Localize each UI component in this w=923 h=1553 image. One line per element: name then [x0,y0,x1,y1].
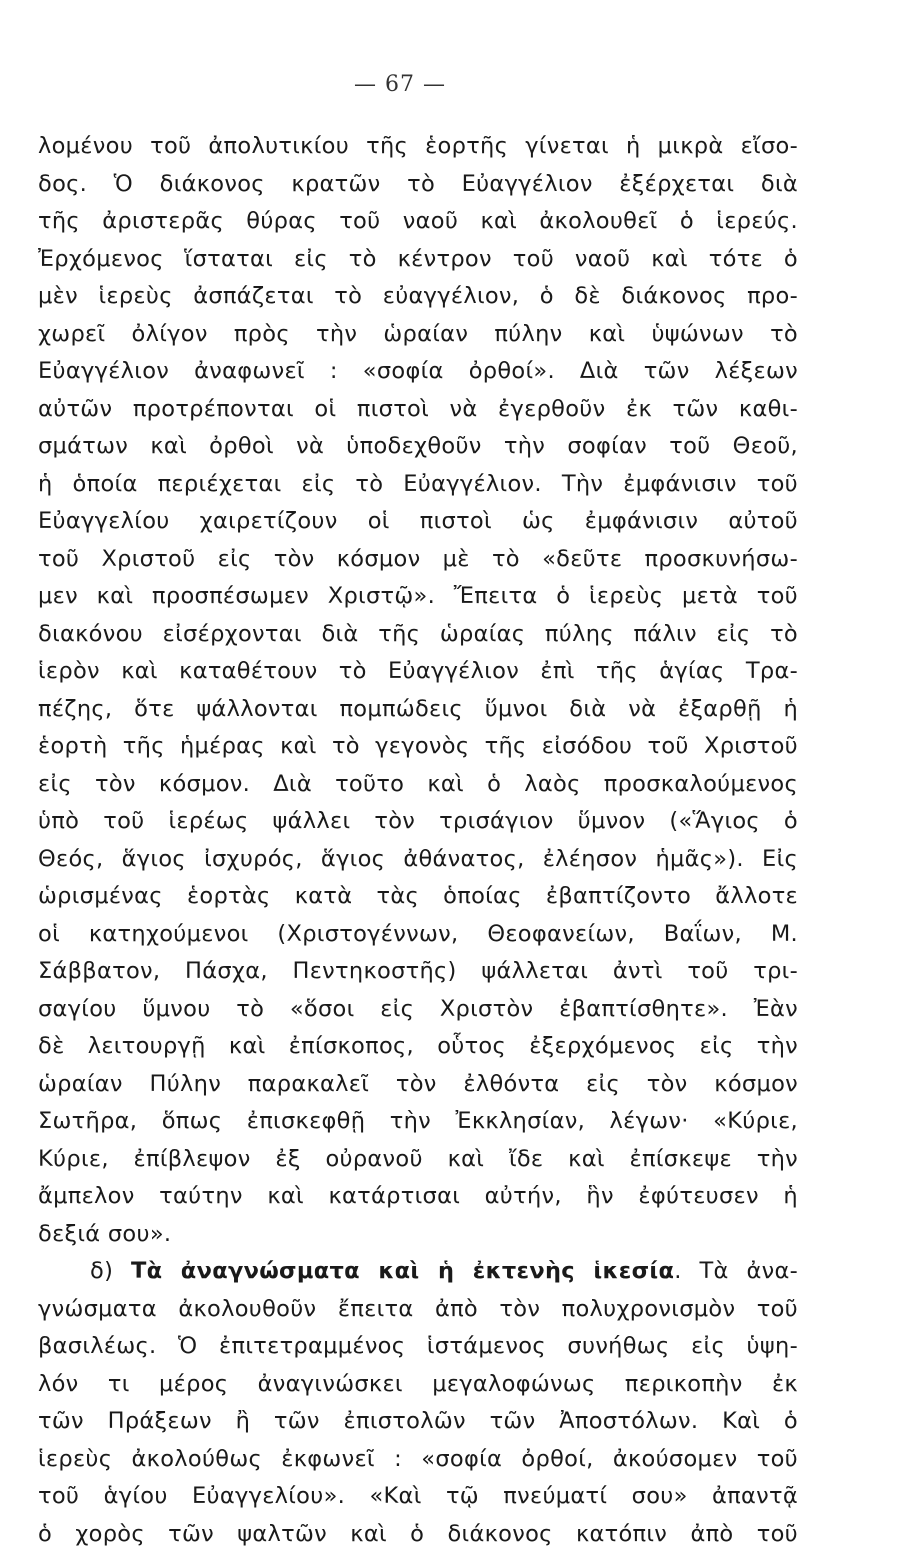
section-marker: δ) [90,1258,131,1284]
text-line: σμάτων καὶ ὀρθοὶ νὰ ὑποδεχθοῦν τὴν σοφίαν τοῦ Θεοῦ, [38,428,798,466]
text-line: ἡ ὁποία περιέχεται εἰς τὸ Εὐαγγέλιον. Τὴν ἐμφάνισιν τοῦ [38,466,798,504]
text-line: αὐτῶν προτρέπονται οἱ πιστοὶ νὰ ἐγερθοῦν ἐκ τῶν καθι- [38,391,798,429]
text-line: Κύριε, ἐπίβλεψον ἐξ οὐρανοῦ καὶ ἴδε καὶ ἐπίσκεψε τὴν [38,1141,798,1179]
text-line: οἱ κατηχούμενοι (Χριστογέννων, Θεοφανείων, Βαΐων, Μ. [38,916,798,954]
text-line: Σωτῆρα, ὅπως ἐπισκεφθῇ τὴν Ἐκκλησίαν, λέγων· «Κύριε, [38,1103,798,1141]
paragraph-2 [38,1253,798,1553]
text-line: Εὐαγγέλιον ἀναφωνεῖ : «σοφία ὀρθοί». Διὰ τῶν λέξεων [38,353,798,391]
text-line [38,1253,798,1291]
text-line: γνώσματα ἀκολουθοῦν ἔπειτα ἀπὸ τὸν πολυχρονισμὸν τοῦ [38,1291,798,1329]
text-line: ἱερεὺς ἀκολούθως ἐκφωνεῖ : «σοφία ὀρθοί, ἀκούσομεν τοῦ [38,1441,798,1479]
body-text [38,128,798,1553]
text-line: ὑπὸ τοῦ ἱερέως ψάλλει τὸν τρισάγιον ὕμνον («Ἅγιος ὁ [38,803,798,841]
text-line: τοῦ ἁγίου Εὐαγγελίου». «Καὶ τῷ πνεύματί σου» ἀπαντᾷ [38,1478,798,1516]
text-line: τοῦ Χριστοῦ εἰς τὸν κόσμον μὲ τὸ «δεῦτε προσκυνήσω- [38,541,798,579]
text-line: τῶν Πράξεων ἢ τῶν ἐπιστολῶν τῶν Ἀποστόλων. Καὶ ὁ [38,1403,798,1441]
text-line: χωρεῖ ὀλίγον πρὸς τὴν ὡραίαν πύλην καὶ ὑψώνων τὸ [38,316,798,354]
text-line: σαγίου ὕμνου τὸ «ὅσοι εἰς Χριστὸν ἐβαπτίσθητε». Ἐὰν [38,991,798,1029]
text-line: Ἐρχόμενος ἵσταται εἰς τὸ κέντρον τοῦ ναοῦ καὶ τότε ὁ [38,241,798,279]
text-line: λομένου τοῦ ἀπολυτικίου τῆς ἑορτῆς γίνεται ἡ μικρὰ εἴσο- [38,128,798,166]
section-heading: Τὰ ἀναγνώσματα καὶ ἡ ἐκτενὴς ἱκεσία [131,1258,674,1284]
text-line: μεν καὶ προσπέσωμεν Χριστῷ». Ἔπειτα ὁ ἱερεὺς μετὰ τοῦ [38,578,798,616]
text-line: βασιλέως. Ὁ ἐπιτετραμμένος ἱστάμενος συνήθως εἰς ὑψη- [38,1328,798,1366]
text-line: ὡραίαν Πύλην παρακαλεῖ τὸν ἐλθόντα εἰς τὸν κόσμον [38,1066,798,1104]
text-line: δος. Ὁ διάκονος κρατῶν τὸ Εὐαγγέλιον ἐξέρχεται διὰ [38,166,798,204]
paragraph-1 [38,128,798,1253]
text-line: ὁ χορὸς τῶν ψαλτῶν καὶ ὁ διάκονος κατόπιν ἀπὸ τοῦ [38,1516,798,1553]
text-line: εἰς τὸν κόσμον. Διὰ τοῦτο καὶ ὁ λαὸς προσκαλούμενος [38,766,798,804]
text-line: Εὐαγγελίου χαιρετίζουν οἱ πιστοὶ ὡς ἐμφάνισιν αὐτοῦ [38,503,798,541]
text-line: μὲν ἱερεὺς ἀσπάζεται τὸ εὐαγγέλιον, ὁ δὲ διάκονος προ- [38,278,798,316]
text-line: ἑορτὴ τῆς ἡμέρας καὶ τὸ γεγονὸς τῆς εἰσόδου τοῦ Χριστοῦ [38,728,798,766]
text-line: ἄμπελον ταύτην καὶ κατάρτισαι αὐτήν, ἣν ἐφύτευσεν ἡ [38,1178,798,1216]
text-line: λόν τι μέρος ἀναγινώσκει μεγαλοφώνως περικοπὴν ἐκ [38,1366,798,1404]
text-line: Σάββατον, Πάσχα, Πεντηκοστῆς) ψάλλεται ἀντὶ τοῦ τρι- [38,953,798,991]
text-line: πέζης, ὅτε ψάλλονται πομπώδεις ὕμνοι διὰ νὰ ἐξαρθῇ ἡ [38,691,798,729]
page-number: — 67 — [340,72,460,97]
text-line: διακόνου εἰσέρχονται διὰ τῆς ὡραίας πύλης πάλιν εἰς τὸ [38,616,798,654]
text-line: τῆς ἀριστερᾶς θύρας τοῦ ναοῦ καὶ ἀκολουθεῖ ὁ ἱερεύς. [38,203,798,241]
text-line: ἱερὸν καὶ καταθέτουν τὸ Εὐαγγέλιον ἐπὶ τῆς ἁγίας Τρα- [38,653,798,691]
heading-line-rest: . Τὰ ἀνα- [674,1258,798,1284]
text-line: ὡρισμένας ἑορτὰς κατὰ τὰς ὁποίας ἐβαπτίζοντο ἄλλοτε [38,878,798,916]
text-line: δὲ λειτουργῇ καὶ ἐπίσκοπος, οὗτος ἐξερχόμενος εἰς τὴν [38,1028,798,1066]
text-line: Θεός, ἅγιος ἰσχυρός, ἅγιος ἀθάνατος, ἐλέησον ἡμᾶς»). Εἰς [38,841,798,879]
text-line: δεξιά σου». [38,1216,798,1254]
